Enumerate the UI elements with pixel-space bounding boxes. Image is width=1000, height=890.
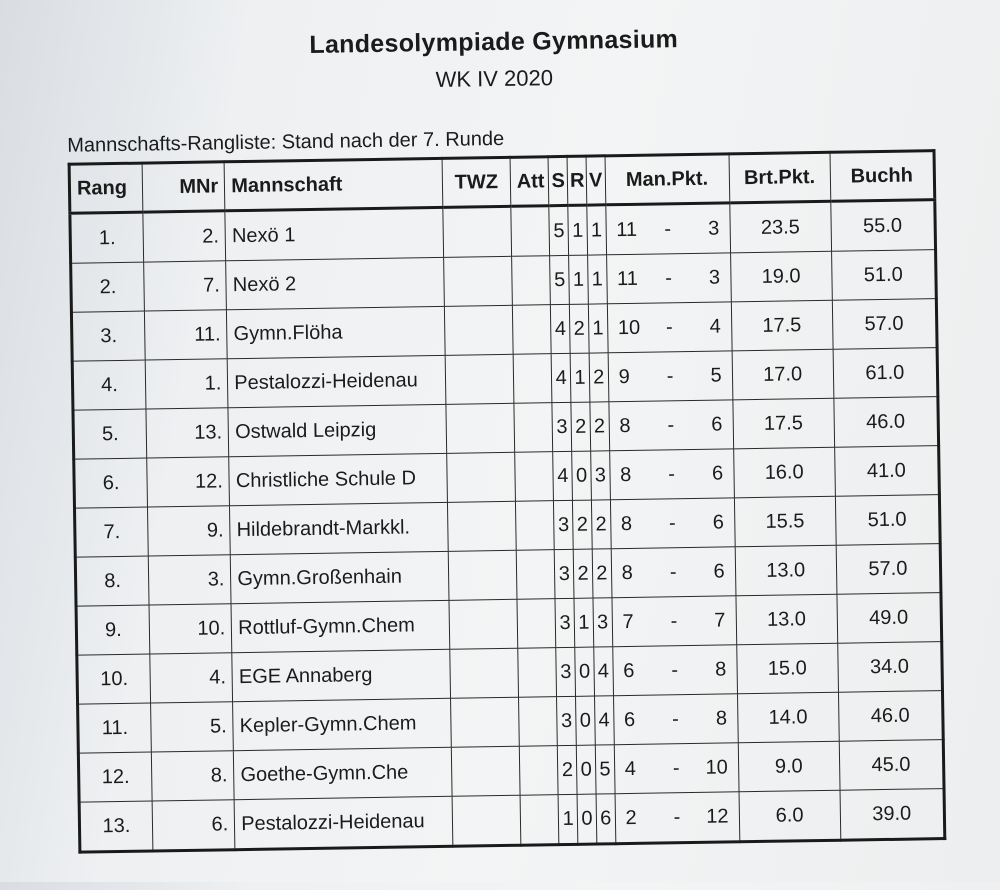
cell-att: [518, 697, 557, 747]
man-pkt-separator: -: [668, 462, 676, 485]
cell-rang: 3.: [71, 311, 145, 361]
cell-s: 2: [558, 745, 578, 794]
cell-att: [516, 550, 555, 600]
man-pkt-separator: -: [665, 315, 673, 338]
table-body: [70, 200, 945, 853]
cell-buchh: 46.0: [838, 691, 943, 742]
cell-s: 5: [550, 255, 570, 304]
cell-mannschaft: Gymn.Großenhain: [231, 551, 450, 603]
man-pkt-separator: -: [668, 511, 676, 534]
header-mnr: MNr: [142, 162, 225, 212]
cell-man-pkt: [608, 351, 733, 402]
cell-buchh: 46.0: [834, 397, 939, 448]
man-pkt-separator: -: [673, 805, 681, 828]
cell-buchh: 49.0: [837, 593, 942, 644]
cell-twz: [445, 354, 513, 404]
cell-buchh: 51.0: [831, 250, 936, 301]
cell-att: [511, 206, 550, 257]
man-pkt-for: 9: [618, 365, 630, 388]
cell-mnr: 9.: [147, 506, 230, 556]
man-pkt-for: 2: [625, 806, 637, 829]
cell-mannschaft: Kepler-Gymn.Chem: [233, 698, 452, 750]
cell-brt-pkt: 14.0: [737, 692, 839, 743]
cell-att: [514, 452, 553, 502]
cell-v: 1: [588, 304, 608, 353]
man-pkt-for: 8: [619, 414, 631, 437]
man-pkt-separator: -: [671, 707, 679, 730]
man-pkt-for: 8: [621, 561, 633, 584]
cell-man-pkt: [612, 596, 737, 647]
cell-brt-pkt: 13.0: [736, 594, 838, 645]
cell-v: 5: [595, 745, 615, 794]
cell-brt-pkt: 9.0: [738, 741, 840, 792]
cell-mannschaft: Goethe-Gymn.Che: [234, 747, 453, 799]
cell-mannschaft: Ostwald Leipzig: [228, 404, 447, 456]
cell-twz: [443, 206, 512, 257]
man-pkt-for: 11: [616, 218, 638, 241]
man-pkt-for: 6: [623, 659, 635, 682]
cell-twz: [448, 550, 516, 600]
cell-s: 4: [553, 451, 573, 500]
document-subtitle: WK IV 2020: [435, 65, 554, 92]
cell-mnr: 11.: [144, 310, 227, 360]
cell-buchh: 57.0: [832, 299, 937, 350]
cell-att: [519, 746, 558, 796]
man-pkt-separator: -: [672, 756, 680, 779]
cell-man-pkt: [615, 792, 740, 844]
cell-r: 2: [569, 304, 589, 353]
cell-rang: 1.: [70, 212, 144, 263]
header-buchh: Buchh: [830, 151, 935, 202]
cell-att: [518, 648, 557, 698]
cell-att: [511, 256, 550, 306]
cell-buchh: 34.0: [837, 642, 942, 693]
cell-s: 3: [555, 549, 575, 598]
man-pkt-for: 10: [617, 316, 641, 339]
cell-r: 1: [569, 255, 589, 304]
header-twz: TWZ: [442, 157, 510, 207]
cell-s: 3: [552, 402, 572, 451]
cell-rang: 11.: [78, 703, 152, 753]
cell-twz: [446, 403, 514, 453]
cell-mnr: 7.: [144, 261, 227, 311]
cell-s: 5: [549, 205, 569, 255]
cell-att: [513, 354, 552, 404]
man-pkt-separator: -: [667, 413, 675, 436]
cell-mnr: 8.: [151, 751, 234, 801]
man-pkt-separator: -: [671, 658, 679, 681]
header-brt-pkt: Brt.Pkt.: [729, 152, 831, 203]
cell-brt-pkt: 16.0: [733, 447, 835, 498]
cell-buchh: 51.0: [835, 495, 940, 546]
cell-man-pkt: [613, 694, 738, 745]
cell-twz: [444, 305, 512, 355]
man-pkt-against: 6: [711, 462, 724, 485]
cell-man-pkt: [607, 302, 732, 353]
cell-brt-pkt: 15.5: [734, 496, 836, 547]
cell-mnr: 6.: [152, 800, 235, 851]
cell-v: 3: [593, 598, 613, 647]
cell-twz: [451, 697, 519, 747]
cell-r: 1: [574, 598, 594, 647]
cell-rang: 4.: [72, 360, 146, 410]
man-pkt-against: 8: [715, 706, 728, 730]
man-pkt-against: 7: [714, 608, 726, 632]
cell-rang: 9.: [76, 605, 150, 655]
cell-brt-pkt: 17.5: [731, 300, 833, 351]
man-pkt-separator: -: [670, 609, 678, 632]
cell-man-pkt: [614, 743, 739, 794]
man-pkt-against: 4: [709, 315, 722, 338]
cell-mnr: 4.: [150, 653, 233, 703]
cell-twz: [450, 648, 518, 698]
cell-mnr: 1.: [145, 359, 228, 409]
cell-man-pkt: [610, 498, 735, 549]
cell-r: 0: [576, 745, 596, 794]
cell-brt-pkt: 23.5: [729, 201, 831, 253]
cell-buchh: 39.0: [840, 789, 945, 841]
cell-rang: 12.: [78, 752, 152, 802]
cell-man-pkt: [611, 547, 736, 598]
cell-mnr: 3.: [148, 555, 231, 605]
cell-man-pkt: [606, 253, 731, 304]
cell-twz: [444, 256, 512, 306]
cell-mannschaft: Rottluf-Gymn.Chem: [231, 600, 450, 652]
header-r: R: [567, 156, 587, 205]
cell-v: 1: [587, 205, 607, 255]
cell-s: 4: [551, 304, 571, 353]
cell-mannschaft: Pestalozzi-Heidenau: [227, 355, 446, 407]
cell-att: [512, 305, 551, 355]
cell-s: 3: [554, 500, 574, 549]
man-pkt-against: 6: [712, 510, 725, 534]
man-pkt-for: 7: [622, 610, 634, 633]
cell-rang: 2.: [71, 262, 145, 312]
header-man-pkt: Man.Pkt.: [605, 154, 730, 205]
cell-buchh: 57.0: [836, 544, 941, 595]
cell-r: 0: [575, 647, 595, 696]
cell-s: 3: [556, 647, 576, 696]
cell-man-pkt: [609, 449, 734, 500]
man-pkt-for: 8: [619, 463, 632, 486]
cell-v: 2: [589, 353, 609, 402]
cell-r: 0: [577, 794, 597, 844]
man-pkt-against: 10: [705, 755, 728, 779]
cell-v: 6: [596, 794, 616, 844]
man-pkt-against: 6: [711, 413, 723, 436]
cell-v: 4: [594, 696, 614, 745]
cell-mannschaft: Nexö 1: [225, 207, 444, 260]
cell-r: 1: [568, 205, 588, 255]
cell-brt-pkt: 15.0: [736, 643, 838, 694]
man-pkt-against: 6: [713, 559, 725, 583]
man-pkt-for: 11: [616, 267, 639, 290]
man-pkt-against: 3: [707, 217, 720, 240]
cell-v: 2: [591, 500, 611, 549]
cell-man-pkt: [612, 645, 737, 696]
cell-rang: 7.: [75, 507, 149, 557]
header-v: V: [586, 156, 606, 205]
man-pkt-for: 8: [620, 512, 633, 535]
cell-s: 1: [558, 794, 578, 844]
man-pkt-separator: -: [669, 560, 677, 583]
cell-mannschaft: Nexö 2: [226, 257, 445, 309]
table-caption: Mannschafts-Rangliste: Stand nach der 7. Runde: [67, 127, 505, 157]
cell-mannschaft: Pestalozzi-Heidenau: [234, 796, 453, 849]
man-pkt-against: 5: [710, 364, 722, 387]
cell-buchh: 61.0: [833, 348, 938, 399]
cell-r: 2: [573, 500, 593, 549]
cell-r: 0: [572, 451, 592, 500]
cell-brt-pkt: 17.0: [732, 349, 834, 400]
cell-twz: [448, 501, 516, 551]
cell-att: [515, 501, 554, 551]
cell-man-pkt: [609, 400, 734, 451]
cell-mannschaft: Gymn.Flöha: [227, 306, 446, 358]
cell-twz: [447, 452, 515, 502]
cell-rang: 5.: [73, 409, 147, 459]
cell-buchh: 45.0: [839, 740, 944, 791]
man-pkt-against: 12: [706, 804, 729, 828]
cell-r: 2: [571, 402, 591, 451]
cell-brt-pkt: 17.5: [733, 398, 835, 449]
cell-v: 2: [592, 549, 612, 598]
cell-s: 3: [555, 598, 575, 647]
cell-rang: 6.: [74, 458, 148, 508]
cell-s: 3: [557, 696, 577, 745]
cell-r: 0: [576, 696, 596, 745]
man-pkt-for: 6: [623, 708, 636, 731]
cell-mnr: 13.: [146, 408, 229, 458]
cell-mannschaft: EGE Annaberg: [232, 649, 451, 701]
cell-brt-pkt: 19.0: [730, 251, 832, 302]
man-pkt-separator: -: [666, 364, 674, 387]
cell-buchh: 55.0: [830, 200, 935, 252]
cell-mannschaft: Hildebrandt-Markkl.: [230, 502, 449, 554]
cell-twz: [452, 795, 521, 846]
cell-s: 4: [551, 353, 571, 402]
cell-brt-pkt: 6.0: [739, 790, 841, 842]
cell-mnr: 5.: [151, 702, 234, 752]
header-rang: Rang: [69, 163, 143, 213]
cell-v: 1: [587, 255, 607, 304]
man-pkt-for: 4: [624, 757, 637, 780]
cell-mannschaft: Christliche Schule D: [229, 453, 448, 505]
header-mannschaft: Mannschaft: [224, 158, 443, 210]
cell-rang: 8.: [75, 556, 149, 606]
cell-r: 1: [570, 353, 590, 402]
header-s: S: [548, 156, 568, 205]
cell-v: 2: [590, 402, 610, 451]
man-pkt-against: 8: [714, 657, 727, 681]
cell-buchh: 41.0: [834, 446, 939, 497]
cell-v: 4: [594, 647, 614, 696]
cell-rang: 10.: [77, 654, 151, 704]
man-pkt-separator: -: [665, 266, 673, 289]
cell-att: [514, 403, 553, 453]
cell-mnr: 2.: [143, 211, 226, 262]
cell-mnr: 10.: [149, 604, 232, 654]
man-pkt-against: 3: [708, 266, 721, 289]
cell-twz: [451, 746, 519, 796]
cell-mnr: 12.: [147, 457, 230, 507]
cell-man-pkt: [605, 203, 730, 255]
cell-rang: 13.: [79, 801, 153, 852]
cell-brt-pkt: 13.0: [735, 545, 837, 596]
cell-twz: [449, 599, 517, 649]
ranking-table: [68, 149, 947, 854]
cell-r: 2: [573, 549, 593, 598]
cell-att: [520, 795, 559, 846]
cell-v: 3: [591, 451, 611, 500]
document-title: Landesolympiade Gymnasium: [309, 25, 679, 59]
cell-att: [517, 599, 556, 649]
header-att: Att: [510, 157, 549, 207]
man-pkt-separator: -: [664, 217, 672, 240]
